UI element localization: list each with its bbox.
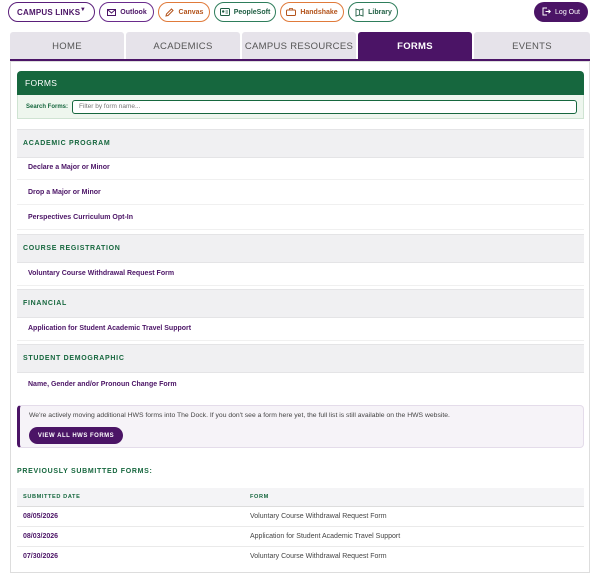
canvas-label: Canvas <box>178 8 204 16</box>
submitted-date-link[interactable]: 07/30/2026 <box>23 553 59 560</box>
id-card-icon <box>220 7 230 17</box>
previous-forms-title: PREVIOUSLY SUBMITTED FORMS: <box>17 468 153 475</box>
forms-card <box>10 61 590 573</box>
main-nav <box>10 32 590 60</box>
sign-out-icon <box>542 7 551 18</box>
table-header <box>17 488 584 507</box>
handshake-label: Handshake <box>300 8 338 16</box>
group-heading-academic-program: ACADEMIC PROGRAM <box>17 129 584 158</box>
group-heading-student-demographic: STUDENT DEMOGRAPHIC <box>17 344 584 373</box>
submitted-form-name: Application for Student Academic Travel Support <box>250 533 401 540</box>
submitted-date-link[interactable]: 08/03/2026 <box>23 533 59 540</box>
form-link-name-change[interactable]: Name, Gender and/or Pronoun Change Form <box>28 380 177 388</box>
search-label: Search Forms: <box>26 103 69 110</box>
forms-heading: FORMS <box>17 71 584 95</box>
table-row <box>17 547 584 567</box>
logout-button[interactable] <box>534 2 588 22</box>
peoplesoft-label: PeopleSoft <box>233 8 271 16</box>
pencil-icon <box>165 7 175 17</box>
logout-label: Log Out <box>555 8 580 16</box>
library-link[interactable] <box>348 2 398 22</box>
search-input[interactable] <box>72 100 577 114</box>
tab-forms[interactable]: FORMS <box>358 32 472 60</box>
canvas-link[interactable] <box>158 2 210 22</box>
outlook-label: Outlook <box>120 8 147 16</box>
peoplesoft-link[interactable] <box>214 2 276 22</box>
handshake-link[interactable] <box>280 2 344 22</box>
briefcase-icon <box>286 7 296 17</box>
mail-icon <box>106 7 116 17</box>
form-link-travel-support[interactable]: Application for Student Academic Travel Support <box>17 317 584 341</box>
form-link-course-withdrawal[interactable]: Voluntary Course Withdrawal Request Form <box>17 262 584 286</box>
book-icon <box>354 7 364 17</box>
top-bar <box>0 0 597 26</box>
outlook-link[interactable] <box>99 2 154 22</box>
tab-events[interactable]: EVENTS <box>474 32 590 60</box>
table-row <box>17 527 584 547</box>
library-label: Library <box>368 8 392 16</box>
tab-campus-resources[interactable]: CAMPUS RESOURCES <box>242 32 356 60</box>
column-header-form: FORM <box>250 494 269 500</box>
form-link-drop-major[interactable]: Drop a Major or Minor <box>17 181 584 205</box>
form-link-perspectives-opt-in[interactable]: Perspectives Curriculum Opt-In <box>17 206 584 230</box>
search-row <box>17 95 584 119</box>
campus-links-dropdown[interactable] <box>8 2 95 22</box>
tab-home[interactable]: HOME <box>10 32 124 60</box>
group-heading-course-registration: COURSE REGISTRATION <box>17 234 584 263</box>
campus-links-label: CAMPUS LINKS <box>17 7 81 17</box>
column-header-date: SUBMITTED DATE <box>23 494 81 500</box>
form-link-declare-major[interactable]: Declare a Major or Minor <box>17 156 584 180</box>
chevron-down-icon: ▼ <box>79 7 86 13</box>
submitted-date-link[interactable]: 08/05/2026 <box>23 513 59 520</box>
info-notice <box>17 405 584 448</box>
tab-academics[interactable]: ACADEMICS <box>126 32 240 60</box>
table-row <box>17 507 584 527</box>
submitted-form-name: Voluntary Course Withdrawal Request Form <box>250 553 387 560</box>
submitted-form-name: Voluntary Course Withdrawal Request Form <box>250 513 387 520</box>
view-all-forms-button[interactable]: VIEW ALL HWS FORMS <box>29 427 123 444</box>
notice-message: We're actively moving additional HWS forms into The Dock. If you don't see a form here yet, the full list is still available on the HWS website. <box>29 412 450 419</box>
group-heading-financial: FINANCIAL <box>17 289 584 318</box>
